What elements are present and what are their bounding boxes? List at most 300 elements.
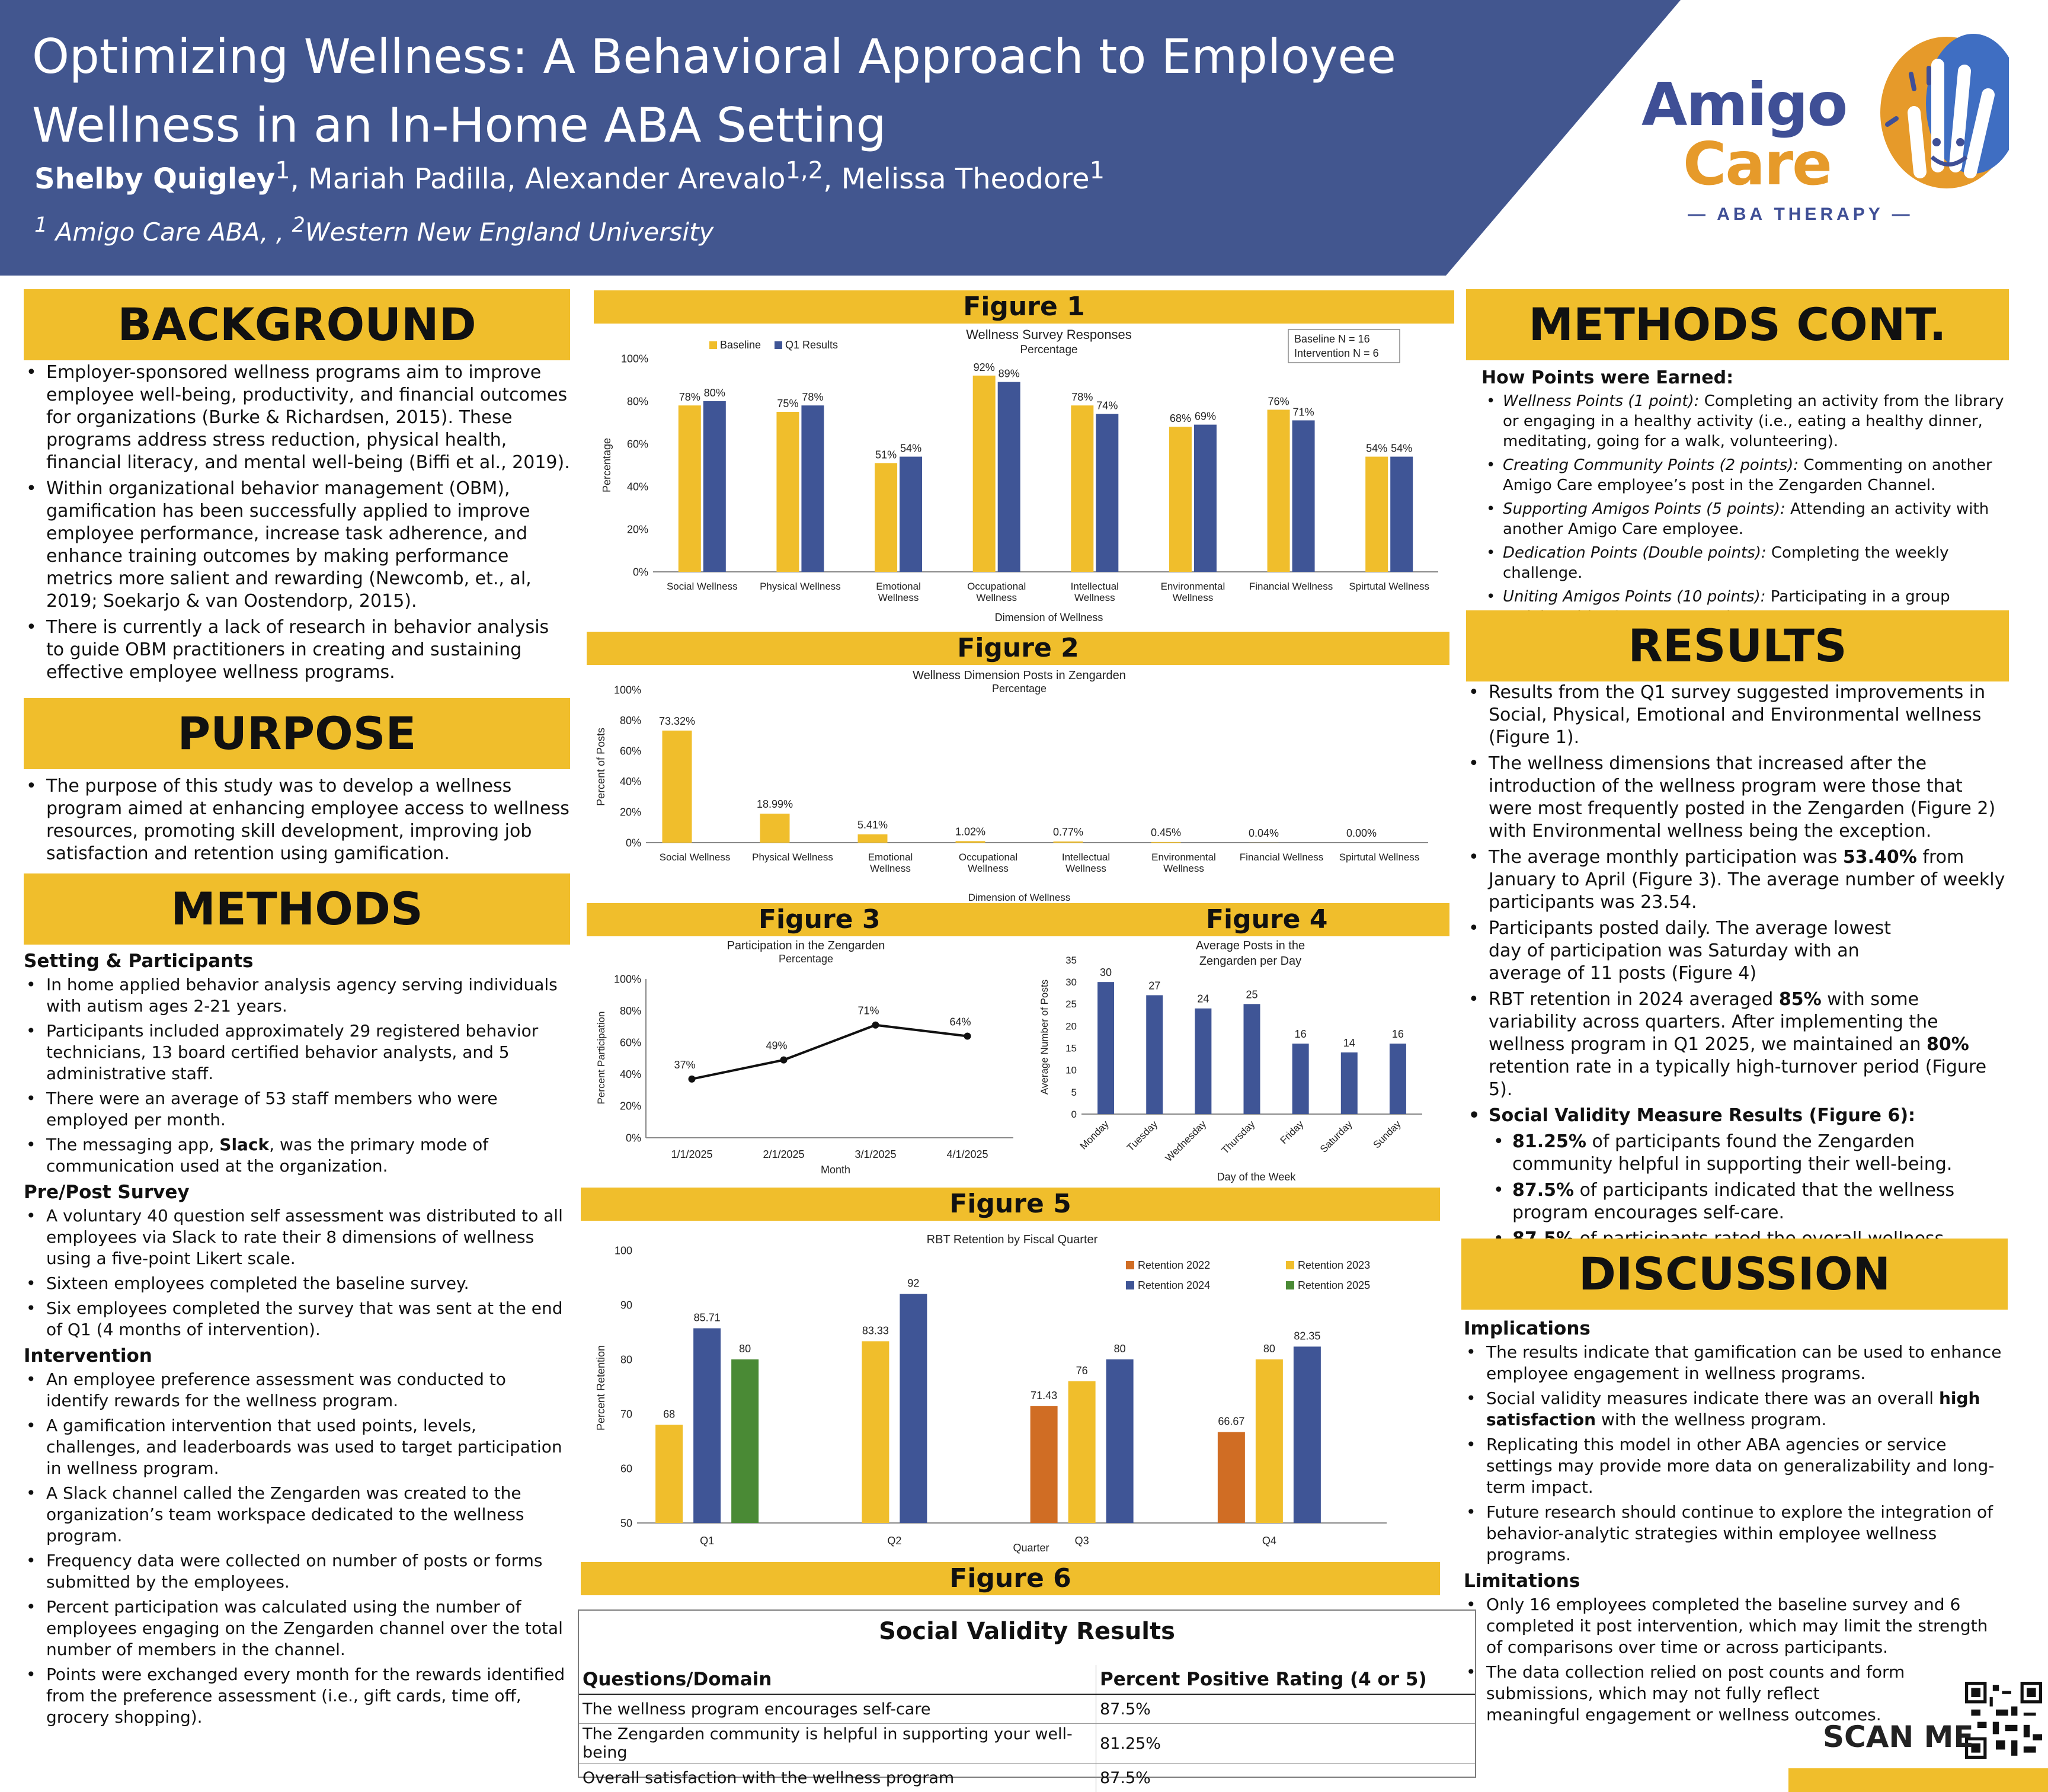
author-name: Mariah Padilla xyxy=(308,162,507,196)
y-tick-label: 80% xyxy=(619,714,641,727)
bar xyxy=(900,1294,927,1523)
bar xyxy=(973,376,996,572)
methods-bullet: • A voluntary 40 question self assessment was distributed to all employees via Slack to rate their 8 dimensions of wellness using a five-point Likert scale. xyxy=(24,1205,570,1269)
data-label: 68% xyxy=(1169,412,1191,425)
data-label: 71% xyxy=(857,1004,879,1017)
data-label: 76 xyxy=(1076,1364,1088,1377)
text-run: RBT retention in 2024 averaged xyxy=(1489,989,1779,1010)
results-bullet: • Social Validity Measure Results (Figure 6): xyxy=(1466,1105,2009,1127)
bar xyxy=(1292,1044,1309,1114)
text-run: with some variability across quarters. After implementing the wellness program in Q1 2025, we maintained an xyxy=(1489,989,1938,1055)
methods-heading: METHODS xyxy=(24,873,570,945)
bar xyxy=(1068,1381,1096,1523)
bar xyxy=(1244,1004,1260,1114)
methods-bullet: • Sixteen employees completed the baseline survey. xyxy=(24,1273,570,1294)
data-point xyxy=(872,1022,879,1029)
x-tick-label: Wellness xyxy=(1065,863,1106,874)
chart-title: Zengarden per Day xyxy=(1199,955,1302,968)
data-label: 74% xyxy=(1096,399,1118,412)
purpose-section xyxy=(24,775,570,869)
bar xyxy=(1096,414,1118,572)
x-tick-label: Friday xyxy=(1278,1118,1306,1147)
discussion-heading: DISCUSSION xyxy=(1461,1239,2008,1310)
x-tick-label: Wellness xyxy=(1074,592,1115,603)
social-validity-table-box xyxy=(578,1609,1476,1787)
methods-bullet: • A Slack channel called the Zengarden was created to the organization’s team workspace dedicated to the wellness program. xyxy=(24,1483,570,1547)
results-section xyxy=(1466,681,2009,1276)
methods-bullet: • There were an average of 53 staff members who were employed per month. xyxy=(24,1088,570,1131)
bar xyxy=(1341,1052,1358,1114)
x-tick-label: Sunday xyxy=(1371,1118,1403,1151)
methods-bullet: • Frequency data were collected on number of posts or forms submitted by the employees. xyxy=(24,1550,570,1593)
table-header: Questions/Domain xyxy=(579,1665,1096,1694)
sv-bullet xyxy=(1466,1131,2009,1176)
chart-title: Participation in the Zengarden xyxy=(727,939,885,952)
discussion-bullet xyxy=(1464,1388,2009,1431)
data-point xyxy=(964,1032,971,1039)
chart-subtitle: Percentage xyxy=(778,953,834,965)
y-tick-label: 100% xyxy=(613,973,641,985)
data-label: 0.45% xyxy=(1150,826,1182,839)
discussion-bullet: • Replicating this model in other ABA agencies or service settings may provide more data on generalizability and long-term impact. xyxy=(1464,1434,2009,1498)
y-tick-label: 40% xyxy=(619,776,641,788)
bar xyxy=(693,1328,721,1523)
data-label: 64% xyxy=(949,1016,971,1028)
author-list: Shelby Quigley$^1$, Mariah Padilla, Alexander Arevalo$^{1,2}$, Melissa Theodore$^1$ xyxy=(34,157,1105,196)
legend-label: Retention 2022 xyxy=(1138,1259,1211,1271)
y-tick-label: 60% xyxy=(619,1036,641,1049)
bar xyxy=(1097,982,1114,1114)
affil-sup: 1 xyxy=(34,213,48,237)
bar xyxy=(703,401,726,572)
data-label: 0.77% xyxy=(1052,826,1084,839)
points-bullet xyxy=(1481,499,2009,539)
x-tick-label: Physical Wellness xyxy=(752,852,833,863)
y-tick-label: 100% xyxy=(613,684,641,696)
chart-subtitle: Percentage xyxy=(1020,344,1078,356)
figure-2-chart xyxy=(587,666,1449,904)
bar xyxy=(1071,405,1093,572)
methods-bullet: • An employee preference assessment was conducted to identify rewards for the wellness program. xyxy=(24,1369,570,1412)
data-label: 78% xyxy=(1071,391,1093,404)
background-bullet: • Within organizational behavior management (OBM), gamification has been successfully applied to improve employee performance, increase task adherence, and enhance training outcomes by making performance metrics more salient and rewarding (Newcomb, et., al, 2019; Soekarjo & van Oostendorp, 2015). xyxy=(24,478,570,613)
results-bullet: • Results from the Q1 survey suggested improvements in Social, Physical, Emotional and Environmental wellness (Figure 1). xyxy=(1466,681,2009,749)
points-label: Creating Community Points (2 points): xyxy=(1503,456,1799,474)
figure-2-label: Figure 2 xyxy=(587,632,1449,665)
x-tick-label: Thursday xyxy=(1219,1118,1257,1156)
table-cell: Overall satisfaction with the wellness program xyxy=(579,1764,1096,1792)
data-label: 71% xyxy=(1292,406,1314,418)
points-text: Commenting on another Amigo Care employee’s post in the Zengarden Channel. xyxy=(1503,456,1992,494)
y-tick-label: 80% xyxy=(619,1004,641,1017)
points-label: Wellness Points (1 point): xyxy=(1503,392,1700,410)
x-tick-label: Wellness xyxy=(870,863,911,874)
x-tick-label: Tuesday xyxy=(1124,1118,1160,1154)
figure-4-label: Figure 4 xyxy=(1206,904,1328,935)
discussion-bullet: • The results indicate that gamification can be used to enhance employee engagement in wellness programs. xyxy=(1464,1342,2009,1384)
bar xyxy=(998,382,1020,572)
x-tick-label: Occupational xyxy=(958,852,1018,863)
points-bullet xyxy=(1481,391,2009,452)
social-validity-table xyxy=(579,1665,1475,1792)
x-tick-label: Monday xyxy=(1077,1118,1111,1152)
y-axis-title: Average Number of Posts xyxy=(1039,979,1050,1095)
x-tick-label: Emotional xyxy=(876,581,921,592)
data-label: 71.43 xyxy=(1031,1389,1058,1401)
data-label: 73.32% xyxy=(658,715,696,727)
x-tick-label: Q4 xyxy=(1262,1535,1276,1547)
qr-code-icon[interactable] xyxy=(1965,1682,2042,1759)
data-label: 54% xyxy=(1391,442,1413,455)
text-run: The messaging app, xyxy=(46,1135,220,1154)
bottom-accent-bar xyxy=(1788,1768,2048,1792)
figures-3-4-band xyxy=(587,903,1449,936)
data-label: 89% xyxy=(998,367,1020,380)
x-tick-label: Wellness xyxy=(878,592,919,603)
bar xyxy=(1218,1432,1245,1523)
results-bullet xyxy=(1466,988,2009,1101)
methods-bullet xyxy=(24,1134,570,1177)
x-tick-label: Social Wellness xyxy=(659,852,731,863)
x-tick-label: Emotional xyxy=(868,852,913,863)
data-label: 0.00% xyxy=(1346,827,1377,839)
x-tick-label: Environmental xyxy=(1160,581,1225,592)
bar xyxy=(1194,425,1217,572)
points-title: How Points were Earned: xyxy=(1481,367,1734,388)
data-label: 49% xyxy=(766,1039,788,1052)
author-sup: 1 xyxy=(1089,157,1105,184)
x-tick-label: Physical Wellness xyxy=(760,581,841,592)
legend-label: Baseline xyxy=(720,339,761,351)
text-run: of participants found the Zengarden community helpful in supporting their well-being. xyxy=(1512,1131,1953,1175)
table-cell: 81.25% xyxy=(1096,1724,1476,1764)
discussion-bullet: • Future research should continue to explore the integration of behavior-analytic strategies within employee wellness programs. xyxy=(1464,1502,2009,1566)
text-run: from January to April (Figure 3). The average number of weekly participants was 23.54. xyxy=(1489,847,2005,913)
x-tick-label: 3/1/2025 xyxy=(855,1148,897,1160)
x-tick-label: Intellectual xyxy=(1061,852,1111,863)
table-header-row xyxy=(579,1665,1475,1694)
x-tick-label: Occupational xyxy=(967,581,1026,592)
y-tick-label: 10 xyxy=(1065,1064,1077,1076)
scan-me-label: SCAN ME xyxy=(1823,1720,1974,1754)
chart-title: Average Posts in the xyxy=(1195,939,1305,952)
author-name: Alexander Arevalo xyxy=(524,162,786,196)
data-label: 14 xyxy=(1343,1037,1355,1049)
intervention-title: Intervention xyxy=(24,1345,152,1367)
table-cell: The wellness program encourages self-care xyxy=(579,1694,1096,1724)
data-label: 80 xyxy=(739,1343,751,1355)
x-tick-label: Spirtutal Wellness xyxy=(1339,852,1420,863)
y-tick-label: 60% xyxy=(619,745,641,757)
results-bullet xyxy=(1466,846,2009,914)
data-label: 1.02% xyxy=(955,825,986,838)
bar xyxy=(1054,841,1083,843)
data-label: 30 xyxy=(1100,967,1112,979)
affil-sup: 2 xyxy=(292,213,305,237)
results-heading: RESULTS xyxy=(1466,610,2009,681)
text-bold: high satisfaction xyxy=(1486,1388,1980,1429)
chart-subtitle: Percentage xyxy=(991,683,1047,695)
y-tick-label: 15 xyxy=(1065,1042,1077,1054)
methods-bullet: • Points were exchanged every month for the rewards identified from the preference assessment (i.e., gift cards, time off, grocery shopping). xyxy=(24,1664,570,1728)
x-tick-label: Q3 xyxy=(1074,1535,1089,1547)
legend-swatch xyxy=(1126,1281,1134,1289)
y-tick-label: 20% xyxy=(619,806,641,818)
implications-title: Implications xyxy=(1464,1318,1591,1339)
amigo-care-logo xyxy=(1618,24,2009,237)
data-label: 80 xyxy=(1113,1343,1126,1355)
table-cell: 87.5% xyxy=(1096,1694,1476,1724)
text-bold: Slack xyxy=(219,1135,270,1154)
table-cell: The Zengarden community is helpful in supporting your well-being xyxy=(579,1724,1096,1764)
x-tick-label: Wellness xyxy=(976,592,1017,603)
points-label: Dedication Points (Double points): xyxy=(1503,544,1767,562)
bar xyxy=(1390,1044,1406,1114)
author-sup: 1 xyxy=(275,157,290,184)
data-point xyxy=(780,1057,788,1064)
x-tick-label: Social Wellness xyxy=(666,581,738,592)
author-name: Shelby Quigley xyxy=(34,162,276,196)
text-run: Social validity measures indicate there was an overall xyxy=(1486,1388,1939,1408)
data-label: 76% xyxy=(1268,395,1289,408)
methods-bullet: • In home applied behavior analysis agency serving individuals with autism ages 2-21 years. xyxy=(24,974,570,1017)
x-tick-label: Wellness xyxy=(1163,863,1204,874)
table-row xyxy=(579,1694,1475,1724)
logo-tagline: — ABA THERAPY — xyxy=(1688,204,1913,224)
bar xyxy=(1390,457,1413,572)
y-tick-label: 5 xyxy=(1071,1086,1077,1098)
legend-swatch xyxy=(709,341,717,349)
x-axis-title: Quarter xyxy=(1013,1542,1049,1554)
text-run: , was the primary mode of communication used at the organization. xyxy=(46,1135,489,1176)
legend-swatch xyxy=(1286,1281,1294,1289)
x-tick-label: Saturday xyxy=(1318,1118,1355,1155)
x-tick-label: 2/1/2025 xyxy=(763,1148,805,1160)
purpose-bullet: • The purpose of this study was to develop a wellness program aimed at enhancing employee access to wellness resources, promoting skill development, improving job satisfaction and retention using gamification. xyxy=(24,775,570,865)
y-tick-label: 35 xyxy=(1065,954,1077,966)
author-name: Melissa Theodore xyxy=(841,162,1090,196)
note-text: Intervention N = 6 xyxy=(1294,347,1379,359)
data-label: 78% xyxy=(679,391,700,404)
points-text: Participating in a group xyxy=(1770,588,1950,606)
discussion-bullet: • The data collection relied on post counts and form submissions, which may not fully reflect meaningful engagement or wellness outcomes. xyxy=(1464,1662,2009,1726)
data-label: 51% xyxy=(875,449,897,461)
header-banner xyxy=(0,0,2048,276)
y-tick-label: 40% xyxy=(619,1068,641,1081)
y-tick-label: 20 xyxy=(1065,1020,1077,1032)
text-bold: 80% xyxy=(1927,1034,1969,1055)
bar xyxy=(1106,1359,1134,1523)
methods-cont-heading: METHODS CONT. xyxy=(1466,289,2009,360)
x-tick-label: Financial Wellness xyxy=(1239,852,1324,863)
table-row xyxy=(579,1764,1475,1792)
bar xyxy=(776,412,799,572)
data-label: 75% xyxy=(777,398,799,409)
bar xyxy=(679,405,701,572)
y-tick-label: 50 xyxy=(620,1517,632,1529)
x-tick-label: Wednesday xyxy=(1163,1118,1209,1164)
results-bullet: • Participants posted daily. The average lowest day of participation was Saturday with an average of 11 posts (Figure 4) xyxy=(1466,917,2009,985)
bar xyxy=(1031,1406,1058,1523)
methods-cont-section xyxy=(1481,364,2009,631)
figure-3-label: Figure 3 xyxy=(759,904,881,935)
points-label: Uniting Amigos Points (10 points): xyxy=(1503,588,1766,606)
figure-6-label: Figure 6 xyxy=(581,1562,1440,1595)
background-bullet: • Employer-sponsored wellness programs aim to improve employee well-being, productivity, and financial outcomes for organizations (Burke & Richardsen, 2015). These programs address stress reduction, physical health, financial literacy, and mental well-being (Biffi et al., 2019). xyxy=(24,361,570,474)
chart-title: Wellness Dimension Posts in Zengarden xyxy=(913,669,1126,682)
purpose-heading: PURPOSE xyxy=(24,698,570,769)
legend-label: Q1 Results xyxy=(785,339,839,351)
data-label: 80 xyxy=(1263,1343,1275,1355)
data-label: 27 xyxy=(1148,980,1161,992)
data-label: 54% xyxy=(900,442,922,455)
y-tick-label: 90 xyxy=(620,1299,632,1311)
data-label: 25 xyxy=(1246,988,1258,1001)
data-label: 18.99% xyxy=(756,798,793,811)
bar xyxy=(1169,427,1192,572)
points-bullet xyxy=(1481,455,2009,495)
x-tick-label: Q2 xyxy=(887,1535,902,1547)
data-label: 92 xyxy=(907,1277,920,1289)
data-point xyxy=(689,1076,696,1083)
x-tick-label: Financial Wellness xyxy=(1249,581,1333,592)
legend-swatch xyxy=(1286,1261,1294,1269)
table-cell: 87.5% xyxy=(1096,1764,1476,1792)
points-label: Supporting Amigos Points (5 points): xyxy=(1503,500,1785,518)
figure-1-chart xyxy=(594,326,1454,628)
data-label: 16 xyxy=(1294,1028,1307,1041)
legend-label: Retention 2024 xyxy=(1138,1279,1211,1291)
data-label: 0.04% xyxy=(1248,827,1279,839)
bar xyxy=(956,841,985,843)
text-bold: 81.25% xyxy=(1512,1131,1586,1152)
text-bold: 53.40% xyxy=(1842,847,1917,868)
chart-title: RBT Retention by Fiscal Quarter xyxy=(926,1233,1098,1246)
bar xyxy=(1195,1009,1211,1114)
data-label: 78% xyxy=(802,391,824,404)
data-label: 68 xyxy=(663,1408,676,1420)
points-bullet xyxy=(1481,543,2009,583)
y-axis-title: Percent of Posts xyxy=(595,727,607,807)
text-run: The average monthly participation was xyxy=(1489,847,1843,868)
social-validity-title: Social Validity Results xyxy=(879,1618,1175,1645)
points-text: Completing an activity from the library or engaging in a healthy activity (i.e., eating a healthy dinner, meditating, going for a walk, volunteering). xyxy=(1503,392,2004,450)
bar xyxy=(801,405,824,572)
text-run: with the wellness program. xyxy=(1596,1410,1827,1429)
bar xyxy=(1292,420,1315,572)
y-tick-label: 60% xyxy=(626,438,648,450)
affiliations xyxy=(34,213,713,247)
data-label: 5.41% xyxy=(857,819,888,831)
series-line xyxy=(692,1025,968,1079)
data-label: 80% xyxy=(703,387,725,399)
y-tick-label: 0% xyxy=(625,1132,641,1144)
bar xyxy=(875,463,897,572)
text-bold: 85% xyxy=(1778,989,1822,1010)
x-tick-label: Spirtutal Wellness xyxy=(1349,581,1430,592)
x-tick-label: Wellness xyxy=(1172,592,1214,603)
y-tick-label: 40% xyxy=(626,481,648,493)
y-axis-title: Percent Participation xyxy=(596,1011,607,1105)
y-axis-title: Percent Retention xyxy=(595,1345,607,1431)
x-tick-label: 1/1/2025 xyxy=(671,1148,713,1160)
data-label: 16 xyxy=(1391,1028,1404,1041)
affiliation: Western New England University xyxy=(305,217,714,247)
y-tick-label: 100% xyxy=(620,353,648,365)
table-row xyxy=(579,1724,1475,1764)
y-tick-label: 20% xyxy=(619,1100,641,1112)
x-tick-label: Wellness xyxy=(968,863,1009,874)
data-label: 83.33 xyxy=(862,1324,889,1337)
bar xyxy=(900,457,922,572)
data-label: 66.67 xyxy=(1218,1415,1245,1428)
bar xyxy=(655,1425,683,1523)
poster-title: Optimizing Wellness: A Behavioral Approach to Employee Wellness in an In-Home ABA Setting xyxy=(32,29,1396,153)
text-run: of participants indicated that the wellness program encourages self-care. xyxy=(1512,1180,1955,1223)
logo-care: Care xyxy=(1683,129,1832,199)
text-bold: 87.5% xyxy=(1512,1180,1575,1201)
results-bullet: • The wellness dimensions that increased after the introduction of the wellness program were those that were most frequently posted in the Zengarden (Figure 2) with Environmental wellness being the exception. xyxy=(1466,753,2009,843)
background-bullet: • There is currently a lack of research in behavior analysis to guide OBM practitioners in creating and sustaining effective employee wellness programs. xyxy=(24,616,570,684)
x-axis-title: Dimension of Wellness xyxy=(968,892,1071,903)
data-label: 37% xyxy=(674,1058,696,1071)
x-axis-title: Day of the Week xyxy=(1217,1171,1296,1183)
bar xyxy=(862,1341,889,1523)
x-tick-label: Q1 xyxy=(700,1535,715,1547)
x-tick-label: Environmental xyxy=(1151,852,1216,863)
x-axis-title: Dimension of Wellness xyxy=(994,612,1103,623)
methods-section xyxy=(24,947,570,1732)
bar xyxy=(1294,1346,1321,1523)
discussion-bullet: • Only 16 employees completed the baseline survey and 6 completed it post intervention, which may limit the strength of comparisons over time or across participants. xyxy=(1464,1594,2009,1658)
y-tick-label: 0 xyxy=(1071,1108,1077,1120)
y-tick-label: 70 xyxy=(620,1408,632,1420)
bar xyxy=(663,731,692,843)
legend-swatch xyxy=(1126,1261,1134,1269)
legend-swatch xyxy=(775,341,782,349)
data-label: 69% xyxy=(1194,410,1216,423)
methods-bullet: • Six employees completed the survey that was sent at the end of Q1 (4 months of intervention). xyxy=(24,1298,570,1340)
bar xyxy=(731,1359,759,1523)
methods-bullet: • Participants included approximately 29 registered behavior technicians, 13 board certified behavior analysts, and 5 administrative staff. xyxy=(24,1020,570,1084)
y-tick-label: 80 xyxy=(620,1353,632,1366)
x-axis-title: Month xyxy=(820,1164,851,1176)
figure-5-label: Figure 5 xyxy=(581,1188,1440,1221)
bar xyxy=(1256,1359,1283,1523)
bar xyxy=(858,834,888,843)
y-tick-label: 100 xyxy=(614,1244,632,1257)
data-label: 85.71 xyxy=(693,1311,721,1324)
data-label: 92% xyxy=(973,361,995,373)
chart-title: Wellness Survey Responses xyxy=(966,327,1132,342)
y-axis-title: Percentage xyxy=(601,437,613,493)
data-label: 82.35 xyxy=(1294,1330,1321,1342)
background-section xyxy=(24,361,570,687)
author-sup: 1,2 xyxy=(785,157,824,184)
sv-bullet xyxy=(1466,1179,2009,1224)
methods-bullet: • A gamification intervention that used points, levels, challenges, and leaderboards was used to target participation in wellness program. xyxy=(24,1415,570,1479)
x-tick-label: Intellectual xyxy=(1070,581,1119,592)
y-tick-label: 30 xyxy=(1065,977,1077,988)
table-header: Percent Positive Rating (4 or 5) xyxy=(1096,1665,1476,1694)
survey-title: Pre/Post Survey xyxy=(24,1182,190,1203)
legend-label: Retention 2025 xyxy=(1298,1279,1371,1291)
y-tick-label: 80% xyxy=(626,395,648,408)
y-tick-label: 0% xyxy=(625,837,641,849)
data-label: 54% xyxy=(1366,442,1388,455)
text-run: retention rate in a typically high-turnover period (Figure 5). xyxy=(1489,1057,1987,1100)
y-tick-label: 25 xyxy=(1065,999,1077,1010)
